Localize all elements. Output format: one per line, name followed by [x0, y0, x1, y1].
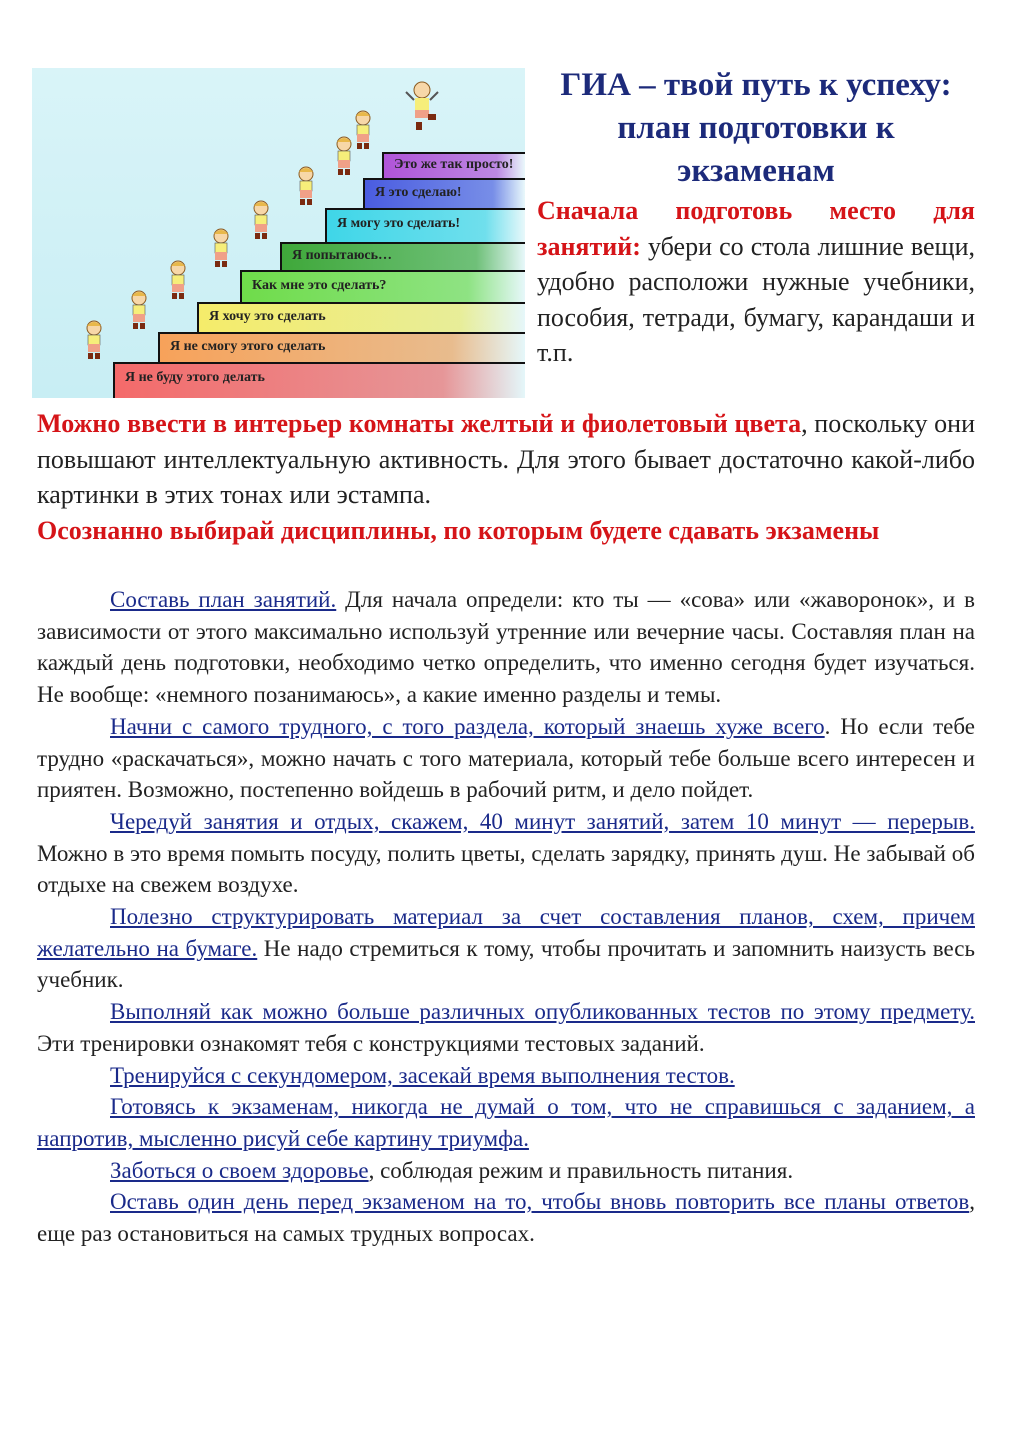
tip-link[interactable]: Выполняй как можно больше различных опубликованных тестов по этому предмету.	[110, 999, 975, 1025]
child-figure-icon	[350, 110, 376, 150]
tip-link[interactable]: Чередуй занятия и отдых, скажем, 40 минут занятий, затем 10 минут — перерыв.	[110, 808, 975, 834]
step-label: Я могу это сделать!	[337, 215, 461, 231]
intro-paragraph	[537, 193, 975, 371]
page-title: ГИА – твой путь к успеху: план подготовки к экзаменам	[560, 67, 952, 189]
colors-text: , поскольку они повышают интеллектуальную активность. Для этого бывает достаточно какой-либо картинки в этих тонах или эстампа.	[37, 409, 975, 509]
tip-link[interactable]: Тренируйся с секундомером, засекай время выполнения тестов.	[110, 1062, 735, 1088]
child-figure-icon	[293, 166, 319, 206]
tip-text: , еще раз остановиться на самых трудных вопросах.	[37, 1189, 975, 1247]
step-7	[363, 178, 525, 208]
tip-text: Для начала определи: кто ты — «сова» или «жаворонок», и в зависимости от этого максимально используй утренние или вечерние часы. Составляя план на каждый день подготовки, необходимо четко определить, что именно сегодня будет изучаться. Не вообще: «немного позанимаюсь», а какие именно разделы и темы.	[37, 587, 976, 708]
tip-item	[37, 901, 975, 996]
choose-heading: Осознанно выбирай дисциплины, по которым будете сдавать экзамены	[37, 515, 880, 545]
step-label: Я это сделаю!	[375, 185, 462, 200]
step-label: Я хочу это сделать	[209, 309, 326, 324]
intro-text: убери со стола лишние вещи, удобно расположи нужные учебники, пособия, тетради, бумагу, карандаши и т.п.	[537, 231, 975, 367]
tip-link[interactable]: Заботься о своем здоровье	[110, 1157, 369, 1183]
intro-lead: Сначала подготовь место для занятий:	[537, 196, 975, 261]
step-3	[197, 302, 525, 332]
tip-item	[37, 996, 975, 1059]
child-figure-icon	[208, 228, 234, 268]
tip-text: Не надо стремиться к тому, чтобы прочитать и запомнить наизусть весь учебник.	[37, 935, 975, 993]
colors-lead: Можно ввести в интерьер комнаты желтый и фиолетовый цвета	[37, 409, 802, 438]
tips-list	[37, 584, 975, 1250]
step-label: Как мне это сделать?	[252, 277, 387, 293]
tip-item	[37, 1060, 975, 1092]
tip-item	[37, 1091, 975, 1154]
tip-text: Эти тренировки ознакомят тебя с конструкциями тестовых заданий.	[37, 1030, 705, 1056]
step-label: Я не буду этого делать	[125, 369, 265, 385]
step-1	[113, 362, 525, 398]
step-2	[158, 332, 525, 362]
tip-item	[37, 1186, 975, 1249]
staircase-illustration	[32, 68, 525, 398]
step-label: Это же так просто!	[394, 157, 514, 172]
tip-text: Можно в это время помыть посуду, полить цветы, сделать зарядку, принять душ. Не забывай об отдыхе на свежем воздухе.	[37, 840, 975, 898]
tip-item	[37, 1155, 975, 1187]
tip-link[interactable]: Составь план занятий.	[110, 587, 337, 612]
tip-item	[37, 806, 975, 901]
tip-item	[37, 711, 975, 806]
tip-link[interactable]: Полезно структурировать материал за счет составления планов, схем, причем желательно на бумаге.	[37, 904, 975, 961]
jumping-child-icon	[402, 80, 428, 120]
step-6	[325, 208, 525, 242]
child-figure-icon	[248, 200, 274, 240]
step-5	[280, 242, 525, 270]
child-figure-icon	[81, 320, 107, 360]
tip-text: , соблюдая режим и правильность питания.	[368, 1157, 794, 1183]
child-figure-icon	[126, 290, 152, 330]
colors-paragraph	[37, 406, 975, 548]
tip-item	[37, 584, 975, 711]
tip-link[interactable]: Оставь один день перед экзаменом на то, чтобы вновь повторить все планы ответов	[110, 1189, 970, 1215]
step-8	[382, 152, 525, 178]
step-label: Я не смогу этого сделать	[170, 339, 326, 354]
tip-link[interactable]: Начни с самого трудного, с того раздела, который знаешь хуже всего	[110, 713, 825, 739]
tip-link[interactable]: Готовясь к экзаменам, никогда не думай о том, что не справишься с заданием, а напротив, мысленно рисуй себе картину триумфа.	[37, 1094, 975, 1151]
step-4	[240, 270, 525, 302]
tip-text: . Но если тебе трудно «раскачаться», можно начать с того материала, который тебе больше всего интересен и приятен. Возможно, постепенно войдешь в рабочий ритм, и дело пойдет.	[37, 713, 975, 803]
step-label: Я попытаюсь…	[292, 248, 393, 263]
child-figure-icon	[165, 260, 191, 300]
